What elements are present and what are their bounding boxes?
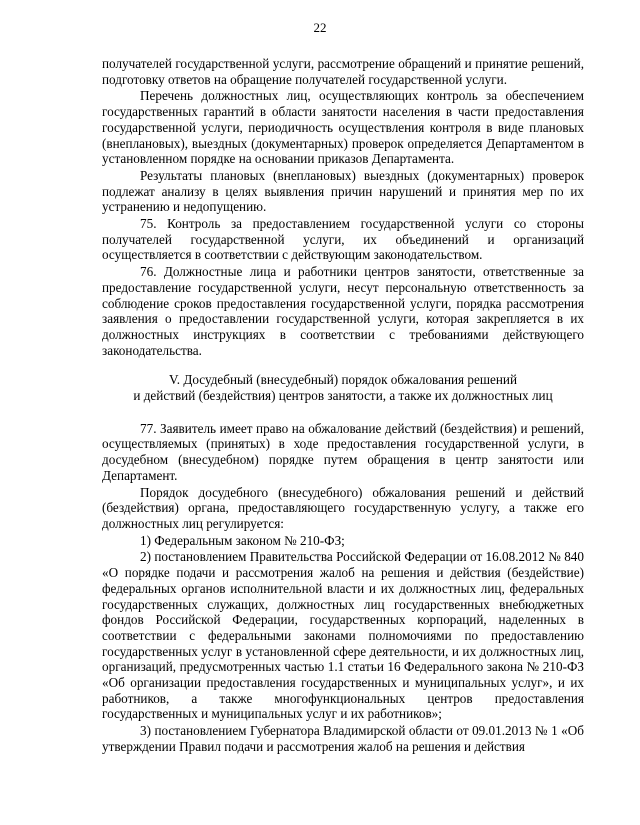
- section-heading-line2: и действий (бездействия) центров занятости, а также их должностных лиц: [133, 388, 553, 404]
- paragraph-control-officials: Перечень должностных лиц, осуществляющих контроль за обеспечением государственных гарантий в области занятости населения в части предоставления государственной услуги, периодичность осуществления контроля в виде плановых (внеплановых), выездных (документарных) проверок определяется Департаментом в установленном порядке на основании приказов Департамента.: [102, 88, 584, 167]
- document-body: [102, 56, 584, 755]
- paragraph-76: 76. Должностные лица и работники центров занятости, ответственные за предоставление государственной услуги, несут персональную ответственность за соблюдение сроков предоставления государственной услуги, порядка рассмотрения заявления о предоставлении государственной услуги, которая закрепляется в их должностных инструкциях в соответствии с требованиями действующего законодательства.: [102, 264, 584, 358]
- section-heading: [102, 372, 584, 403]
- paragraph-continuation: получателей государственной услуги, рассмотрение обращений и принятие решений, подготовку ответов на обращение получателей государственной услуги.: [102, 56, 584, 87]
- list-item-3: 3) постановлением Губернатора Владимирской области от 09.01.2013 № 1 «Об утверждении Правил подачи и рассмотрения жалоб на решения и действия: [102, 723, 584, 754]
- paragraph-75: 75. Контроль за предоставлением государственной услуги со стороны получателей государственной услуги, их объединений и организаций осуществляется в соответствии с действующим законодательством.: [102, 216, 584, 263]
- paragraph-appeal-procedure: Порядок досудебного (внесудебного) обжалования решений и действий (бездействия) органа, предоставляющего государственную услугу, а также его должностных лиц регулируется:: [102, 484, 584, 531]
- page-number: 22: [313, 20, 327, 35]
- list-item-2: 2) постановлением Правительства Российской Федерации от 16.08.2012 № 840 «О порядке подачи и рассмотрения жалоб на решения и действия (бездействие) федеральных органов исполнительной власти и их должностных лиц, федеральных государственных служащих, должностных лиц государственных внебюджетных фондов Российской Федерации, государственных корпораций, наделенных в соответствии с федеральными законами полномочиями по предоставлению государственных услуг в установленной сфере деятельности, и их должностных лиц, организаций, предусмотренных частью 1.1 статьи 16 Федерального закона № 210-ФЗ «Об организации предоставления государственных и муниципальных услуг», и их работников, а также многофункциональных центров предоставления государственных и муниципальных услуг и их работников»;: [102, 549, 584, 722]
- paragraph-77: 77. Заявитель имеет право на обжалование действий (бездействия) и решений, осуществляемых (принятых) в ходе предоставления государственной услуги, в досудебном (внесудебном) порядке путем обращения в центр занятости или Департамент.: [102, 420, 584, 483]
- list-item-1: 1) Федеральным законом № 210-ФЗ;: [140, 532, 345, 548]
- paragraph-inspection-results: Результаты плановых (внеплановых) выездных (документарных) проверок подлежат анализу в целях выявления причин нарушений и принятия мер по их устранению и недопущению.: [102, 167, 584, 215]
- section-heading-line1: V. Досудебный (внесудебный) порядок обжалования решений: [168, 372, 518, 388]
